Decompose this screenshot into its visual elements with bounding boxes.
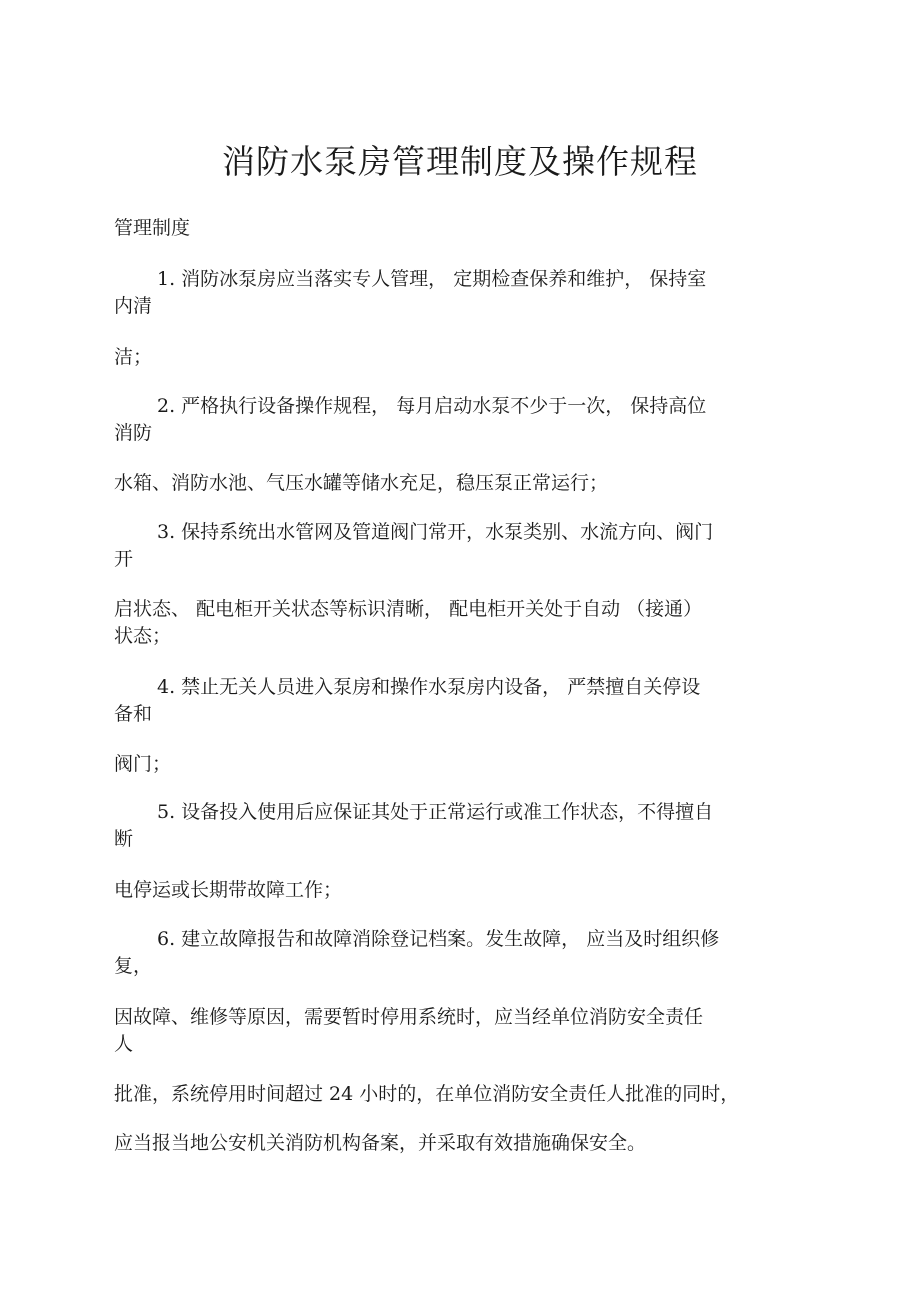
paragraph-line: 状态； — [114, 625, 172, 647]
paragraph-line: 备和 — [114, 703, 153, 725]
paragraph-line: 1. 消防冰泵房应当落实专人管理， 定期检查保养和维护， 保持室 — [157, 268, 707, 290]
paragraph-line: 启状态、 配电柜开关状态等标识清晰， 配电柜开关处于自动 （接通） — [114, 598, 703, 620]
paragraph-line: 3. 保持系统出水管网及管道阀门常开，水泵类别、水流方向、阀门 — [157, 521, 714, 543]
section-heading: 管理制度 — [114, 217, 191, 239]
paragraph-line: 电停运或长期带故障工作； — [114, 879, 343, 901]
paragraph-line: 人 — [114, 1033, 134, 1055]
paragraph-line: 阀门； — [114, 753, 172, 775]
paragraph-line: 因故障、维修等原因，需要暂时停用系统时，应当经单位消防安全责任 — [114, 1006, 704, 1028]
paragraph-line: 批准，系统停用时间超过 24 小时的，在单位消防安全责任人批准的同时， — [114, 1083, 740, 1105]
paragraph-line: 洁； — [114, 346, 153, 368]
paragraph-line: 水箱、消防水池、气压水罐等储水充足，稳压泵正常运行； — [114, 472, 609, 494]
document-title: 消防水泵房管理制度及操作规程 — [222, 142, 698, 181]
paragraph-line: 应当报当地公安机关消防机构备案，并采取有效措施确保安全。 — [114, 1132, 647, 1154]
paragraph-line: 复， — [114, 955, 153, 977]
paragraph-line: 断 — [114, 828, 134, 850]
paragraph-line: 2. 严格执行设备操作规程， 每月启动水泵不少于一次， 保持高位 — [157, 395, 707, 417]
paragraph-line: 开 — [114, 548, 134, 570]
paragraph-line: 6. 建立故障报告和故障消除登记档案。发生故障， 应当及时组织修 — [157, 928, 720, 950]
paragraph-line: 消防 — [114, 422, 153, 444]
paragraph-line: 内清 — [114, 295, 153, 317]
paragraph-line: 4. 禁止无关人员进入泵房和操作水泵房内设备， 严禁擅自关停设 — [157, 676, 701, 698]
paragraph-line: 5. 设备投入使用后应保证其处于正常运行或准工作状态，不得擅自 — [157, 801, 714, 823]
